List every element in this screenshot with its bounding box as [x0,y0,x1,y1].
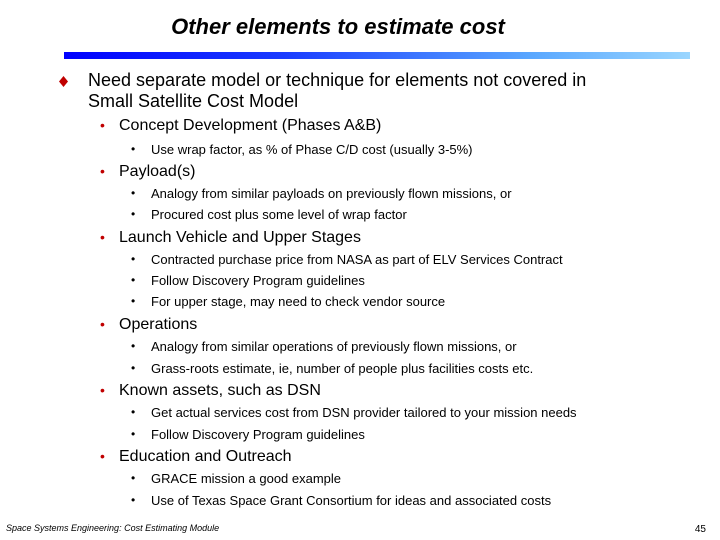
slide-title: Other elements to estimate cost [171,14,505,39]
section-known-assets [100,382,321,400]
bullet-icon: • [100,448,105,464]
list-item-text: Analogy from similar operations of previously flown missions, or [151,339,517,354]
page-number: 45 [694,524,706,535]
list-item-text: GRACE mission a good example [151,471,342,486]
main-bullet [88,70,688,112]
section-label: Payload(s) [119,163,196,180]
list-item [131,339,517,354]
title-underline-bar [64,52,690,59]
section-label: Launch Vehicle and Upper Stages [119,229,361,246]
bullet-icon: • [131,142,136,156]
list-item-text: Use of Texas Space Grant Consortium for ideas and associated costs [151,493,552,508]
section-payloads [100,163,196,181]
section-operations [100,316,198,334]
section-label: Education and Outreach [119,448,292,465]
list-item [131,142,473,157]
list-item-text: Procured cost plus some level of wrap factor [151,207,407,222]
main-bullet-line1: Need separate model or technique for elements not covered in [88,70,587,90]
list-item-text: For upper stage, may need to check vendor source [151,294,446,309]
section-launch-vehicle [100,229,361,247]
bullet-icon: • [100,163,105,179]
bullet-icon: • [131,405,136,419]
list-item-text: Grass-roots estimate, ie, number of people plus facilities costs etc. [151,361,534,376]
section-concept-development [100,117,382,135]
bullet-icon: • [131,427,136,441]
section-education-outreach [100,448,292,466]
bullet-icon: • [131,186,136,200]
bullet-icon: • [131,339,136,353]
list-item [131,493,552,508]
list-item-text: Use wrap factor, as % of Phase C/D cost (usually 3-5%) [151,142,473,157]
list-item [131,252,563,267]
bullet-icon: • [131,493,136,507]
bullet-icon: • [100,229,105,245]
bullet-icon: • [131,273,136,287]
list-item-text: Contracted purchase price from NASA as part of ELV Services Contract [151,252,563,267]
bullet-icon: • [131,252,136,266]
bullet-icon: • [131,294,136,308]
footer-module-name: Space Systems Engineering: Cost Estimating Module [6,523,220,533]
list-item [131,207,407,222]
bullet-icon: • [100,117,105,133]
diamond-icon [59,76,68,87]
list-item [131,427,365,442]
list-item-text: Follow Discovery Program guidelines [151,427,365,442]
section-label: Concept Development (Phases A&B) [119,117,382,134]
list-item [131,186,512,201]
main-bullet-line2: Small Satellite Cost Model [88,91,299,111]
list-item-text: Follow Discovery Program guidelines [151,273,365,288]
bullet-icon: • [131,471,136,485]
list-item [131,471,342,486]
bullet-icon: • [131,361,136,375]
list-item-text: Analogy from similar payloads on previously flown missions, or [151,186,512,201]
list-item-text: Get actual services cost from DSN provider tailored to your mission needs [151,405,577,420]
section-label: Operations [119,316,198,333]
section-label: Known assets, such as DSN [119,382,321,399]
bullet-icon: • [100,382,105,398]
bullet-icon: • [100,316,105,332]
list-item [131,294,446,309]
list-item [131,273,365,288]
list-item [131,361,534,376]
bullet-icon: • [131,207,136,221]
list-item [131,405,577,420]
